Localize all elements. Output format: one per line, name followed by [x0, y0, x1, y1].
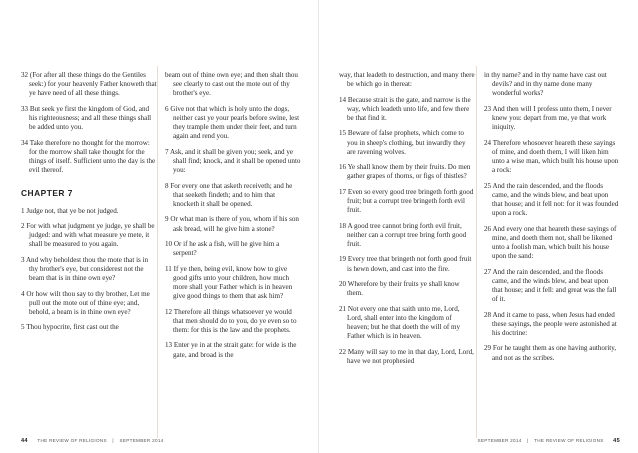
verse-text: (For after all these things do the Gentiles seek:) for your heavenly Father knoweth that ye have need of all these things. [29, 71, 157, 98]
verse-number: 9 [165, 215, 169, 224]
verse-text: Wherefore by their fruits ye shall know them. [347, 279, 460, 298]
verse [339, 280, 475, 298]
verse [165, 148, 301, 176]
verse-text: Ask, and it shall be given you; seek, and ye shall find; knock, and it shall be opened unto you: [169, 147, 301, 175]
verse-number: 21 [339, 304, 347, 313]
right-page-footer: SEPTEMBER 2014 | THE REVIEW OF RELIGIONS 45 [477, 438, 620, 444]
right-page-column-1 [339, 71, 475, 372]
verse-text: Thou hypocrite, first cast out the [26, 323, 119, 332]
verse-number: 16 [339, 163, 347, 172]
verse-text: But seek ye first the kingdom of God, and his righteousness; and all these things shall be added unto you. [29, 104, 152, 132]
verse-text: Take therefore no thought for the morrow: for the morrow shall take thought for the things of itself. Sufficient unto the day is the evil thereof. [29, 138, 156, 175]
verse-text: Judge not, that ye be not judged. [26, 206, 119, 215]
verse-text: For every one that asketh receiveth; and he that seeketh findeth; and to him that knocketh it shall be opened. [170, 181, 293, 208]
verse-text: Therefore all things whatsoever ye would that men should do to you, do ye even so to them: for this is the law and the prophets. [173, 307, 297, 334]
right-page [319, 0, 638, 453]
verse-text: Every tree that bringeth not forth good fruit is hewn down, and cast into the fire. [347, 255, 472, 273]
verse-text: If ye then, being evil, know how to give good gifts unto your children, how much more shall your Father which is in heaven give good things to them that ask him? [173, 264, 293, 301]
verse-text: Even so every good tree bringeth forth good fruit; but a corrupt tree bringeth forth evil fruit. [347, 187, 474, 215]
page-number: 44 [21, 438, 28, 444]
verse-number: 33 [21, 104, 29, 113]
verse [21, 105, 157, 133]
verse [484, 105, 620, 133]
verse-number: 24 [484, 138, 492, 147]
verse-number: 27 [484, 267, 492, 276]
issue-date: SEPTEMBER 2014 [477, 438, 522, 443]
verse [339, 129, 475, 157]
verse [339, 348, 475, 366]
verse [21, 290, 157, 318]
verse-text: Ye shall know them by their fruits. Do men gather grapes of thorns, or figs of thistles? [347, 163, 471, 181]
verse-number: 13 [165, 341, 173, 350]
verse-text: Give not that which is holy unto the dogs, neither cast ye your pearls before swine, lest they trample them under their feet, and turn again and rend you. [170, 104, 300, 141]
verse [21, 139, 157, 176]
verse-number: 3 [21, 255, 25, 264]
verse [484, 311, 620, 339]
verse-text: And then will I profess unto them, I never knew you: depart from me, ye that work iniquity. [492, 104, 612, 132]
verse-text: A good tree cannot bring forth evil fruit, neither can a corrupt tree bring forth good fruit. [347, 221, 467, 248]
verse [339, 305, 475, 342]
page-number: 45 [613, 438, 620, 444]
left-page-column-2 [165, 71, 301, 366]
verse-text: And it came to pass, when Jesus had ended these sayings, the people were astonished at his doctrine: [492, 310, 617, 337]
verse-number: 10 [165, 239, 173, 248]
verse-number: 6 [165, 104, 169, 113]
verse-text: Or how wilt thou say to thy brother, Let me pull out the mote out of thine eye; and, behold, a beam is in thine own eye? [26, 289, 150, 316]
verse [339, 222, 475, 250]
issue-date: SEPTEMBER 2014 [119, 438, 164, 443]
verse [21, 256, 157, 284]
verse [484, 71, 620, 99]
verse [484, 344, 620, 362]
verse-text: Beware of false prophets, which come to you in sheep's clothing, but inwardly they are ravening wolves. [347, 129, 466, 156]
verse [484, 225, 620, 262]
verse [339, 71, 475, 89]
verse-text: And why beholdest thou the mote that is in thy brother's eye, but considerest not the beam that is in thine own eye? [25, 255, 149, 283]
verse [21, 71, 157, 99]
verse [339, 255, 475, 273]
verse-text: Not every one that saith unto me, Lord, Lord, shall enter into the kingdom of heaven; but he that doeth the will of my Father which is in heaven. [347, 304, 461, 341]
verse [484, 182, 620, 219]
verse-number: 28 [484, 310, 492, 319]
verse-number: 15 [339, 129, 347, 138]
verse-number: 8 [165, 181, 169, 190]
verse-text: And every one that heareth these sayings of mine, and doeth them not, shall be likened unto a foolish man, which built his house upon the sand: [492, 224, 617, 261]
chapter-heading: CHAPTER 7 [21, 188, 73, 199]
verse-number: 34 [21, 138, 29, 147]
verse [21, 323, 157, 332]
verse-text: Many will say to me in that day, Lord, Lord, have we not prophesied [347, 347, 474, 365]
verse-number: 7 [165, 147, 169, 156]
verse [484, 268, 620, 305]
verse [339, 188, 475, 216]
magazine-name: THE REVIEW OF RELIGIONS [534, 438, 604, 443]
verse [484, 139, 620, 176]
verse [165, 265, 301, 302]
verse-text: Therefore whosoever heareth these sayings of mine, and doeth them, I will liken him unto a wise man, which built his house upon a rock: [492, 138, 619, 175]
verse-number: 1 [21, 206, 25, 215]
verse-text: way, that leadeth to destruction, and many there be which go in thereat: [339, 71, 475, 89]
column-divider [476, 66, 477, 438]
verse-number: 14 [339, 95, 347, 104]
verse-number: 23 [484, 104, 492, 113]
verse [21, 222, 157, 250]
left-page-footer: 44 THE REVIEW OF RELIGIONS | SEPTEMBER 2014 [21, 438, 164, 444]
verse-number: 12 [165, 307, 173, 316]
verse [165, 215, 301, 233]
verse [165, 71, 301, 99]
verse [165, 182, 301, 210]
verse-number: 29 [484, 344, 492, 353]
verse-number: 22 [339, 347, 347, 356]
magazine-name: THE REVIEW OF RELIGIONS [37, 438, 107, 443]
verse-number: 26 [484, 224, 492, 233]
left-page-column-1 [21, 71, 157, 339]
verse-text: For he taught them as one having authority, and not as the scribes. [492, 344, 617, 362]
verse-text: And the rain descended, and the floods came, and the winds blew, and beat upon that house; and it fell not: for it was founded upon a rock. [492, 181, 619, 218]
verse-number: 32 [21, 71, 29, 79]
verse-text: Or if he ask a fish, will he give him a serpent? [173, 239, 280, 258]
verse-number: 25 [484, 181, 492, 190]
verse [339, 96, 475, 124]
verse-number: 20 [339, 279, 347, 288]
verse-text: For with what judgment ye judge, ye shall be judged: and with what measure ye mete, it shall be measured to you again. [26, 222, 155, 249]
verse-text: beam out of thine own eye; and then shalt thou see clearly to cast out the mote out of thy brother's eye. [165, 71, 298, 98]
verse-text: Because strait is the gate, and narrow is the way, which leadeth unto life, and few there be that find it. [347, 95, 471, 122]
verse [165, 105, 301, 142]
verse-number: 17 [339, 187, 347, 196]
verse [21, 207, 157, 216]
verse-text: And the rain descended, and the floods came, and the winds blew, and beat upon that house; and it fell: and great was the fall of it. [492, 267, 617, 304]
verse [165, 308, 301, 336]
verse [165, 341, 301, 359]
verse-text: Enter ye in at the strait gate: for wide is the gate, and broad is the [173, 341, 297, 359]
right-page-column-2 [484, 71, 620, 369]
verse-text: in thy name? and in thy name have cast out devils? and in thy name done many wonderful works? [484, 71, 607, 98]
verse-text: Or what man is there of you, whom if his son ask bread, will he give him a stone? [170, 215, 299, 233]
verse [165, 240, 301, 258]
verse-number: 19 [339, 255, 347, 264]
verse-number: 2 [21, 222, 25, 230]
verse-number: 18 [339, 221, 347, 230]
verse-number: 4 [21, 289, 25, 298]
verse [339, 163, 475, 181]
column-divider [157, 66, 158, 438]
verse-number: 11 [165, 264, 172, 273]
verse-number: 5 [21, 323, 25, 332]
